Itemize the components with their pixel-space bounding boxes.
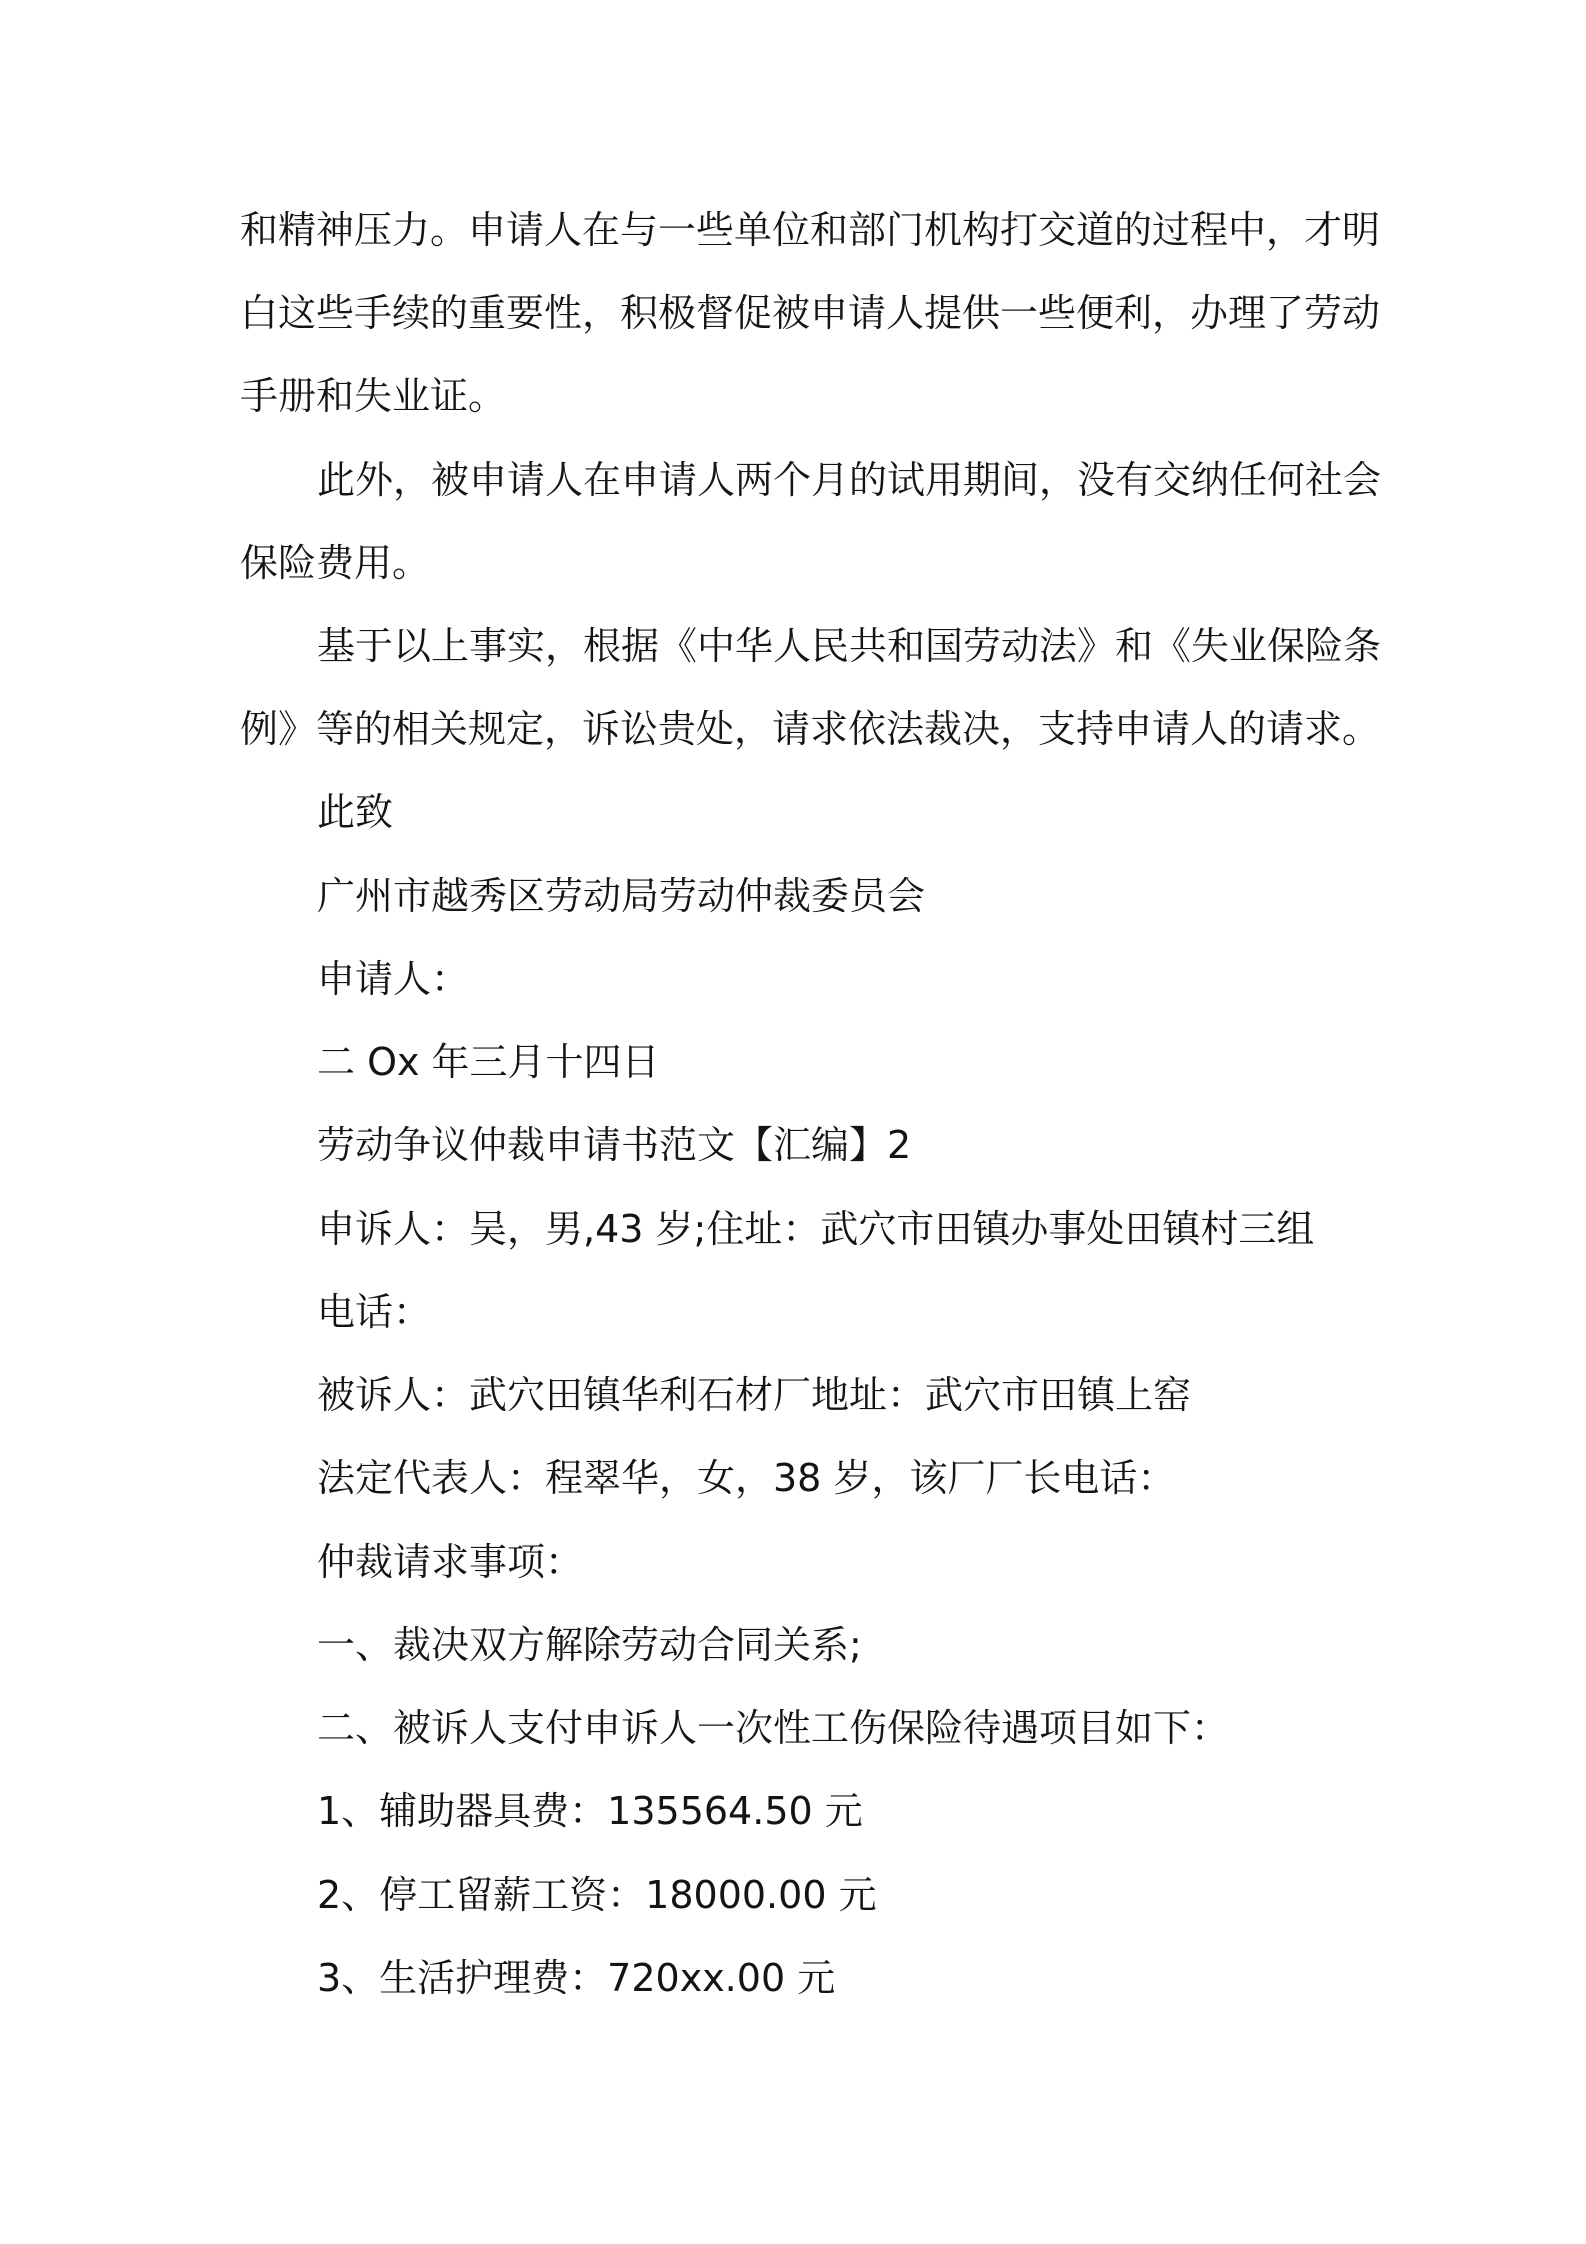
section-title: 劳动争议仲裁申请书范文【汇编】2 — [317, 1123, 912, 1167]
legal-representative: 法定代表人：程翠华，女，38 岁，该厂厂长电话： — [317, 1456, 1176, 1500]
paragraph-3-line-1: 基于以上事实，根据《中华人民共和国劳动法》和《失业保险条 — [317, 624, 1382, 668]
paragraph-1-line-3: 手册和失业证。 — [240, 374, 507, 418]
compensation-item: 3、生活护理费：720xx.00 元 — [317, 1956, 836, 2000]
paragraph-2-line-1: 此外，被申请人在申请人两个月的试用期间，没有交纳任何社会 — [317, 458, 1382, 502]
compensation-item: 1、辅助器具费：135564.50 元 — [317, 1789, 863, 1833]
claim-item-1: 一、裁决双方解除劳动合同关系; — [317, 1623, 862, 1667]
paragraph-1-line-2: 白这些手续的重要性，积极督促被申请人提供一些便利，办理了劳动 — [240, 291, 1381, 335]
claim-item-2: 二、被诉人支付申诉人一次性工伤保险待遇项目如下： — [317, 1706, 1230, 1750]
compensation-item: 2、停工留薪工资：18000.00 元 — [317, 1873, 877, 1917]
paragraph-3-line-2: 例》等的相关规定，诉讼贵处，请求依法裁决，支持申请人的请求。 — [240, 707, 1381, 751]
applicant-label: 申请人： — [317, 957, 470, 1001]
phone-label: 电话： — [317, 1290, 432, 1334]
recipient: 广州市越秀区劳动局劳动仲裁委员会 — [317, 874, 926, 918]
salutation: 此致 — [317, 790, 394, 834]
date: 二 Ox 年三月十四日 — [317, 1040, 660, 1084]
respondent-info: 被诉人：武穴田镇华利石材厂地址：武穴市田镇上窑 — [317, 1373, 1192, 1417]
claims-heading: 仲裁请求事项： — [317, 1540, 584, 1584]
complainant-info: 申诉人：吴，男,43 岁;住址：武穴市田镇办事处田镇村三组 — [317, 1207, 1315, 1251]
paragraph-1-line-1: 和精神压力。申请人在与一些单位和部门机构打交道的过程中，才明 — [240, 208, 1381, 252]
paragraph-2-line-2: 保险费用。 — [240, 541, 431, 585]
